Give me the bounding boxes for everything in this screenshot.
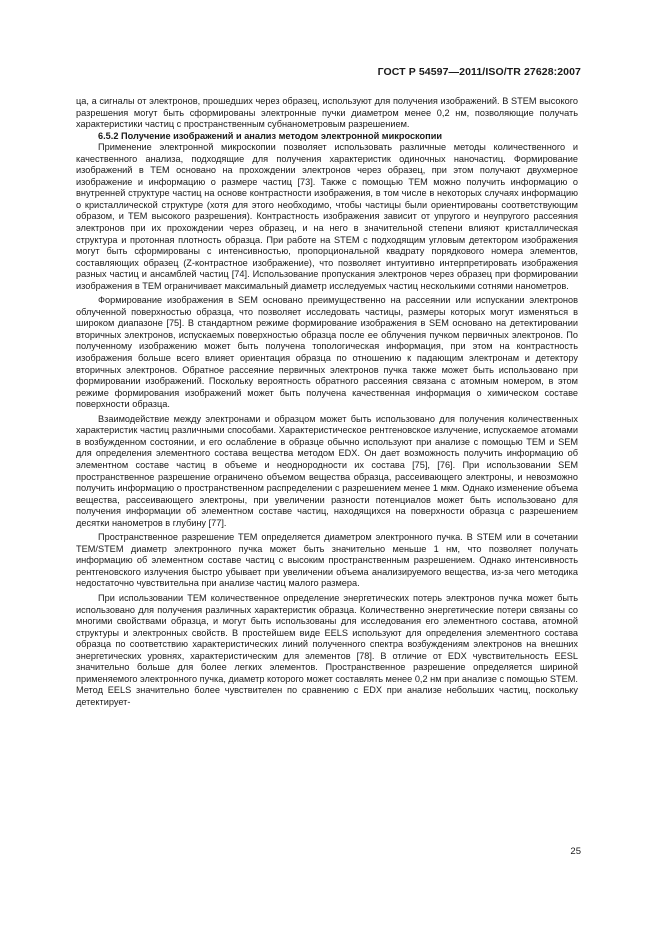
paragraph-continuation: ца, а сигналы от электронов, прошедших через образец, используют для получения изображений. В STEM высокого разрешения могут быть сформированы электронные пучки диаметром менее 0,2 нм, позволяющие получать характеристики частиц с пространственным субнанометровым разрешением. xyxy=(76,96,578,130)
document-header: ГОСТ Р 54597—2011/ISO/TR 27628:2007 xyxy=(377,66,581,78)
page-number: 25 xyxy=(570,846,581,857)
paragraph: Взаимодействие между электронами и образцом может быть использовано для получения количественных характеристик частиц различными способами. Характеристическое рентгеновское излучение, испускаемое атомами в возбужденном состоянии, и его ослабление в образце обычно используют при анализе с помощью ТЕМ и SEM для определения элементного состава вещества методом EDX. Он дает возможность получить информацию об элементном составе частиц в объеме и неоднородности их состава [75], [76]. При использовании SEM пространственное разрешение ограничено объемом вещества образца, рассеивающего электроны, и невозможно получить информацию о пространственном распределении с разрешением менее 1 мкм. Однако изменение объема вещества, рассеивающего электроны, при увеличении разности потенциалов может быть использовано для получения информации об элементном составе частиц, находящихся на поверхности образца с разрешением десятки нанометров в глубину [77]. xyxy=(76,413,578,528)
document-body xyxy=(76,96,578,708)
section-heading: 6.5.2 Получение изображений и анализ методом электронной микроскопии xyxy=(98,130,442,141)
paragraph: Формирование изображения в SEM основано преимущественно на рассеянии или испускании электронов облученной поверхностью образца, что позволяет исследовать частицы, размеры которых могут изменяться в широком диапазоне [75]. В стандартном режиме формирование изображения в SEM основано на детектировании вторичных электронов, испускаемых поверхностью образца после ее облучения пучком первичных электронов. По полученному изображению может быть получена топологическая информация, при этом на контрастность изображения больше всего влияет ориентация образца по отношению к падающим электронам и детектору вторичных электронов. Обратное рассеяние первичных электронов пучка также может быть использовано при формировании изображений. Поскольку вероятность обратного рассеяния связана с атомным номером, в этом режиме формирования изображений может быть получена качественная информация о химическом составе поверхности образца. xyxy=(76,295,578,410)
paragraph: Применение электронной микроскопии позволяет использовать различные методы количественного и качественного анализа, подходящие для получения характеристик одиночных наночастиц. Формирование изображений в ТЕМ основано на прохождении электронов через образец, при этом получают двухмерное изображение и информацию о размере частиц [73]. Также с помощью ТЕМ можно получить информацию о внутренней структуре частиц на основе контрастности изображения, в том числе в некоторых случаях информацию о кристаллической структуре (хотя для этого необходимо, чтобы частицы были ориентированы соответствующим образом, и ТЕМ высокого разрешения). Контрастность изображения зависит от упругого и неупругого рассеяния электронов при их прохождении через образец, и на него в значительной степени влияют кристаллическая структура и протонная плотность образца. При работе на STEM с подходящим угловым детектором изображения могут быть сформированы с интенсивностью, пропорциональной квадрату порядкового номера элементов, составляющих образец (Z-контрастное изображение), что позволяет интуитивно интерпретировать изображения разных частиц и ансамблей частиц [74]. Использование пропускания электронов через образец при формировании изображения в ТЕМ ограничивает максимальный диаметр исследуемых частиц несколькими сотнями нанометров. xyxy=(76,142,578,291)
paragraph: Пространственное разрешение ТЕМ определяется диаметром электронного пучка. В STEM или в сочетании TEM/STEM диаметр электронного пучка может быть значительно меньше 1 нм, что позволяет получать информацию об элементном составе частиц с высоким пространственным разрешением. Однако интенсивность рентгеновского излучения быстро убывает при увеличении объема анализируемого вещества, из-за чего методика недостаточно чувствительна при анализе частиц малого размера. xyxy=(76,532,578,589)
paragraph: При использовании ТЕМ количественное определение энергетических потерь электронов пучка может быть использовано для получения различных характеристик образца. Количественно энергетические потери связаны со многими свойствами образца, и могут быть использованы для исследования его элементного состава, атомной структуры и электронных свойств. В простейшем виде EELS используют для определения элементного состава образца по соответствию характеристических линий полученного спектра возбуждениям электронов на внешних энергетических уровнях, характеристическим для элементов [78]. В отличие от EDX чувствительность EESL значительно больше для более легких элементов. Пространственное разрешение определяется шириной применяемого электронного пучка, диаметр которого может составлять менее 0,2 нм при анализе с помощью STEM. Метод EELS значительно более чувствителен по сравнению с EDX при анализе небольших частиц, поскольку детектирует- xyxy=(76,592,578,707)
